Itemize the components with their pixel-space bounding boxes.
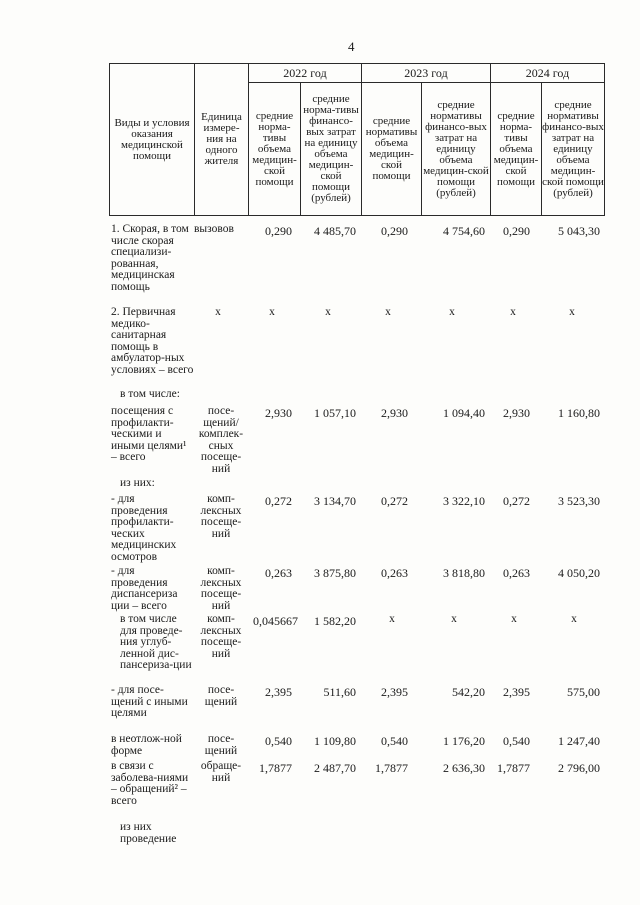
row-cost-2022: 3 134,70 — [314, 494, 356, 508]
header-cost-2022: средние норма-тивы финансо-вых затрат на единицу объема медицин-ской помощи (рублей) — [303, 93, 359, 204]
row-volume-2023: 0,540 — [381, 734, 408, 748]
row-cost-2022: 1 057,10 — [314, 406, 356, 420]
row-cost-2024: 1 247,40 — [558, 734, 600, 748]
header-unit: Единица измере-ния на одного жителя — [201, 111, 242, 167]
table-right-border — [604, 63, 605, 216]
year-2023: 2023 год — [404, 66, 448, 80]
row-volume-2022: 2,395 — [265, 685, 292, 699]
row-cost-2023: 3 818,80 — [443, 566, 485, 580]
row-unit: вызовов — [194, 223, 234, 235]
header-volume-2024: средние норма-тивы объема медицин-ской помощи — [493, 109, 539, 188]
row-volume-2022: 0,540 — [265, 734, 292, 748]
row-volume-2024: 0,540 — [503, 734, 530, 748]
row-cost-2023: x — [451, 613, 457, 625]
row-volume-2023: 0,272 — [381, 494, 408, 508]
row-cost-2023: 1 176,20 — [443, 734, 485, 748]
row-volume-2024: 1,7877 — [497, 761, 530, 775]
row-label: - для проведения диспансериза ции – всего — [111, 565, 178, 612]
row-cost-2022: 4 485,70 — [314, 224, 356, 238]
row-label: в неотлож-ной форме — [111, 733, 182, 757]
row-cost-2024: 575,00 — [567, 685, 600, 699]
row-cost-2024: 4 050,20 — [558, 566, 600, 580]
header-care-type: Виды и условия оказания медицинской помощи — [114, 116, 190, 162]
header-cost-2023: средние нормативы финансо-вых затрат на единицу объема медицин-ской помощи (рублей) — [423, 98, 489, 199]
row-volume-2024: 2,395 — [503, 685, 530, 699]
row-volume-2024: 0,263 — [503, 566, 530, 580]
section-label: из них проведение — [120, 821, 177, 845]
row-cost-2024: 5 043,30 — [558, 224, 600, 238]
row-volume-2024: 0,290 — [503, 224, 530, 238]
row-unit: посе-щений/ комплек-сных посеще-ний — [198, 405, 244, 475]
row-volume-2023: 0,263 — [381, 566, 408, 580]
row-unit: посе-щений — [204, 684, 238, 708]
row-cost-2023: x — [449, 306, 455, 318]
row-volume-2022: 0,045667 — [253, 614, 298, 628]
row-label: в связи с заболева-ниями – обращений² – всего — [111, 760, 189, 807]
row-label: 1. Скорая, в том числе скорая специализи-рованная, медицинская помощь — [111, 223, 189, 293]
row-cost-2023: 1 094,40 — [443, 406, 485, 420]
page-number: 4 — [348, 39, 355, 54]
row-unit: посе-щений — [204, 733, 238, 757]
row-cost-2024: 1 160,80 — [558, 406, 600, 420]
row-cost-2022: 511,60 — [323, 685, 356, 699]
row-cost-2022: 2 487,70 — [314, 761, 356, 775]
row-cost-2022: 1 109,80 — [314, 734, 356, 748]
row-cost-2024: 2 796,00 — [558, 761, 600, 775]
row-cost-2023: 3 322,10 — [443, 494, 485, 508]
row-volume-2022: 0,290 — [265, 224, 292, 238]
row-volume-2022: x — [269, 306, 275, 318]
row-label: - для проведения профилакти-ческих медицинских осмотров — [111, 493, 177, 563]
row-label: 2. Первичная медико-санитарная помощь в амбулатор-ных условиях – всего — [111, 306, 194, 376]
row-cost-2023: 4 754,60 — [443, 224, 485, 238]
header-cost-2024: средние нормативы финансо-вых затрат на единицу объема медицин-ской помощи (рублей) — [542, 98, 604, 199]
col-divider-unit — [194, 63, 195, 216]
row-cost-2024: 3 523,30 — [558, 494, 600, 508]
year-2024: 2024 год — [525, 66, 570, 80]
row-volume-2022: 0,263 — [265, 566, 292, 580]
row-volume-2023: 2,930 — [381, 406, 408, 420]
row-cost-2023: 2 636,30 — [443, 761, 485, 775]
header-bottom-border — [109, 215, 604, 216]
row-cost-2022: x — [325, 306, 331, 318]
row-cost-2024: x — [569, 306, 575, 318]
row-cost-2022: 1 582,20 — [314, 614, 356, 628]
row-volume-2023: 1,7877 — [375, 761, 408, 775]
row-volume-2024: x — [511, 613, 517, 625]
row-volume-2023: 0,290 — [381, 224, 408, 238]
row-volume-2022: 2,930 — [265, 406, 292, 420]
row-volume-2024: 0,272 — [503, 494, 530, 508]
row-label: посещения с профилакти-ческими и иными целями¹ – всего — [111, 405, 187, 463]
row-label: - для посе-щений с иными целями — [111, 684, 188, 719]
row-volume-2022: 1,7877 — [259, 761, 292, 775]
section-label: в том числе: — [120, 388, 180, 400]
row-volume-2023: x — [385, 306, 391, 318]
row-cost-2023: 542,20 — [452, 685, 485, 699]
header-volume-2023: средние нормативы объема медицин-ской помощи — [365, 115, 418, 182]
row-volume-2023: x — [389, 613, 395, 625]
row-unit: комп-лексных посеще-ний — [200, 613, 242, 660]
header-volume-2022: средние норма-тивы объема медицин-ской помощи — [252, 109, 297, 188]
row-volume-2024: x — [510, 306, 516, 318]
year-2022: 2022 год — [283, 66, 327, 80]
row-cost-2024: x — [571, 613, 577, 625]
row-volume-2024: 2,930 — [503, 406, 530, 420]
row-unit: комп-лексных посеще-ний — [200, 565, 242, 612]
row-volume-2023: 2,395 — [381, 685, 408, 699]
row-unit: обраще-ний — [200, 760, 242, 784]
row-unit: x — [215, 306, 221, 318]
row-cost-2022: 3 875,80 — [314, 566, 356, 580]
row-unit: комп-лексных посеще-ний — [200, 493, 242, 540]
section-label: из них: — [120, 477, 155, 489]
row-volume-2022: 0,272 — [265, 494, 292, 508]
row-label: в том числе для проведе-ния углуб-ленной дис-пансериза-ции — [120, 613, 192, 671]
table-left-border — [109, 63, 110, 216]
